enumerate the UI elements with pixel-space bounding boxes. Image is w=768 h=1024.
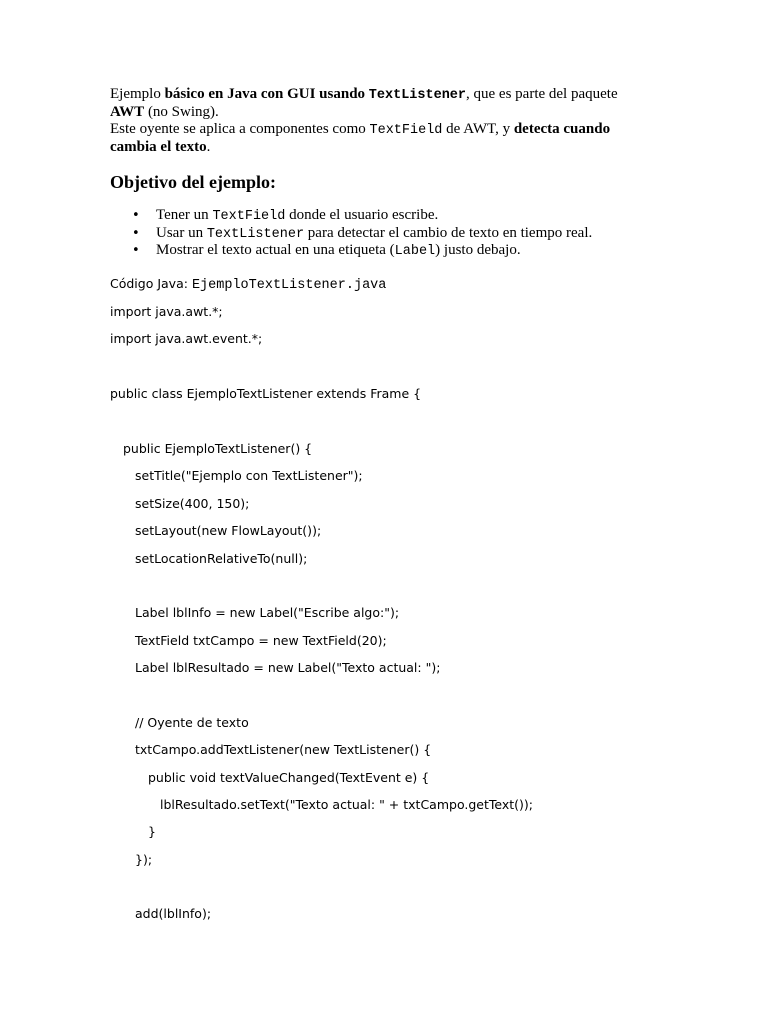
- code-line: setLayout(new FlowLayout());: [135, 523, 322, 538]
- intro-line-1: [110, 86, 670, 104]
- intro-code-term: TextField: [369, 123, 443, 138]
- bullet-code-term: Label: [394, 244, 436, 259]
- code-line: import java.awt.*;: [110, 304, 223, 319]
- code-line: txtCampo.addTextListener(new TextListener() {: [135, 742, 432, 757]
- bullet-text: para detectar el cambio de texto en tiempo real.: [304, 224, 593, 241]
- code-line: setSize(400, 150);: [135, 496, 250, 511]
- intro-bold-text: detecta cuando: [513, 121, 611, 137]
- code-line: setLocationRelativeTo(null);: [135, 551, 308, 566]
- intro-line-4: [110, 139, 670, 156]
- objective-heading: Objetivo del ejemplo:: [110, 172, 276, 192]
- code-line: public class EjemploTextListener extends Frame {: [110, 386, 422, 401]
- objective-list: [110, 207, 592, 260]
- code-title-label: Código Java:: [110, 276, 192, 291]
- code-line: public void textValueChanged(TextEvent e) {: [148, 770, 430, 785]
- bullet-text: Usar un: [156, 224, 207, 241]
- bullet-text: Tener un: [156, 207, 213, 223]
- intro-bold-text: básico en Java con GUI usando: [164, 86, 369, 102]
- code-line: TextField txtCampo = new TextField(20);: [135, 633, 387, 648]
- intro-text: Ejemplo: [110, 86, 165, 102]
- code-line: Label lblResultado = new Label("Texto actual: ");: [135, 660, 441, 675]
- intro-bold-text: AWT: [110, 104, 145, 120]
- code-title: [110, 276, 386, 293]
- code-line: add(lblInfo);: [135, 906, 212, 921]
- bullet-code-term: TextField: [212, 209, 286, 224]
- bullet-text: donde el usuario escribe.: [285, 207, 439, 223]
- list-item: [156, 207, 592, 225]
- intro-text: de AWT, y: [442, 121, 514, 137]
- intro-line-3: [110, 121, 670, 139]
- intro-line-2: [110, 104, 670, 121]
- code-line: setTitle("Ejemplo con TextListener");: [135, 468, 363, 483]
- code-line: });: [135, 852, 153, 867]
- list-item: [156, 225, 592, 243]
- code-line: import java.awt.event.*;: [110, 331, 263, 346]
- code-line: lblResultado.setText("Texto actual: " + txtCampo.getText());: [160, 797, 534, 812]
- intro-text: (no Swing).: [144, 104, 219, 120]
- code-line: Label lblInfo = new Label("Escribe algo:");: [135, 605, 400, 620]
- bullet-code-term: TextListener: [206, 226, 305, 242]
- bullet-text: ) justo debajo.: [435, 242, 521, 258]
- intro-paragraph: [110, 86, 670, 156]
- intro-text: Este oyente se aplica a componentes como: [110, 121, 370, 137]
- intro-bold-text: cambia el texto: [110, 139, 207, 155]
- intro-code-term: TextListener: [368, 88, 467, 103]
- code-line: public EjemploTextListener() {: [123, 441, 313, 456]
- list-item: [156, 242, 592, 260]
- bullet-text: Mostrar el texto actual en una etiqueta (: [156, 242, 395, 258]
- code-line: // Oyente de texto: [135, 715, 249, 730]
- intro-text: .: [206, 139, 211, 155]
- code-file-name: EjemploTextListener.java: [191, 278, 387, 293]
- code-line: }: [148, 824, 156, 839]
- intro-text: , que es parte del paquete: [466, 86, 618, 102]
